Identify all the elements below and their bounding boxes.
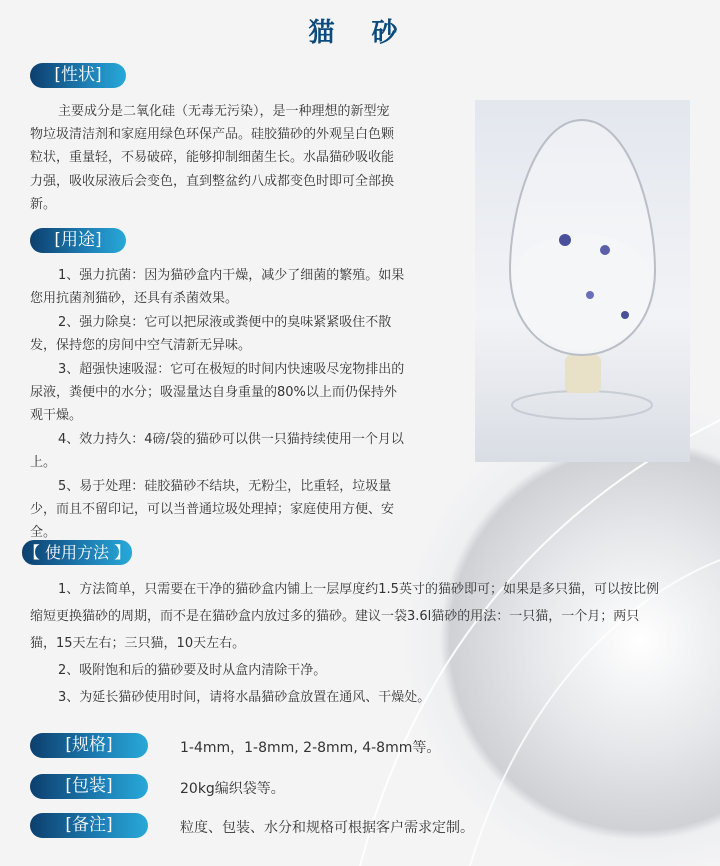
text-line: 4、效力持久：4磅/袋的猫砂可以供一只猫持续使用一个月以: [58, 431, 404, 447]
product-photo: [475, 100, 690, 462]
text-line: 粒状，重量轻，不易破碎，能够抑制细菌生长。水晶猫砂吸收能: [30, 150, 395, 166]
text-line: 主要成分是二氧化硅（无毒无污染），是一种理想的新型宠: [58, 104, 390, 119]
spec-label-packaging: [包装]: [30, 774, 148, 799]
text-line: 1、强力抗菌：因为猫砂盒内干燥，减少了细菌的繁殖。如果: [58, 268, 405, 283]
text-line: 物垃圾清洁剂和家庭用绿色环保产品。硅胶猫砂的外观呈白色颗: [30, 127, 395, 143]
text-line: 尿液，粪便中的水分；吸湿量达自身重量的80%以上而仍保持外: [30, 385, 397, 401]
text-line: 少，而且不留印记，可以当普通垃圾处理掉；家庭使用方便、安: [30, 502, 395, 518]
text-line: 2、强力除臭：它可以把尿液或粪便中的臭味紧紧吸住不散: [58, 314, 392, 330]
text-line: 5、易于处理：硅胶猫砂不结块，无粉尘，比重轻，垃圾量: [58, 478, 392, 494]
text-line: 3、为延长猫砂使用时间，请将水晶猫砂盒放置在通风、干燥处。: [58, 690, 431, 705]
glass-flask-image: [475, 100, 690, 462]
text-line: 1、方法简单，只需要在干净的猫砂盒内铺上一层厚度约1.5英寸的猫砂即可；如果是多只猫，可以按比例: [58, 582, 659, 597]
text-line: 2、吸附饱和后的猫砂要及时从盒内清除干净。: [58, 663, 327, 678]
properties-text: [30, 100, 440, 216]
spec-value-packaging: 20kg编织袋等。: [180, 781, 285, 797]
text-line: 力强，吸收尿液后会变色，直到整盆约八成都变色时即可全部换: [30, 173, 395, 189]
usage-text: [30, 576, 700, 711]
text-line: 3、超强快速吸湿：它可在极短的时间内快速吸尽宠物排出的: [58, 361, 405, 377]
text-line: 全。: [30, 525, 57, 541]
section-label-uses: [用途]: [30, 228, 126, 253]
section-label-usage: 【 使用方法 】: [22, 540, 132, 565]
text-line: 新。: [30, 196, 57, 212]
text-line: 您用抗菌剂猫砂，还具有杀菌效果。: [30, 291, 239, 307]
text-line: 发，保持您的房间中空气清新无异味。: [30, 338, 252, 354]
text-line: 观干燥。: [30, 408, 83, 424]
text-line: 缩短更换猫砂的周期，而不是在猫砂盒内放过多的猫砂。建议一袋3.6l猫砂的用法：一只猫，一个月；两只: [30, 609, 640, 624]
spec-value-size: 1-4mm，1-8mm, 2-8mm, 4-8mm等。: [180, 740, 441, 756]
spec-value-notes: 粒度、包装、水分和规格可根据客户需求定制。: [180, 820, 474, 836]
spec-label-size: [规格]: [30, 733, 148, 758]
text-line: 猫，15天左右；三只猫，10天左右。: [30, 636, 246, 651]
page-title: 猫 砂: [308, 18, 412, 48]
spec-label-notes: [备注]: [30, 813, 148, 838]
section-label-properties: [性状]: [30, 63, 126, 88]
uses-text: [30, 264, 440, 545]
text-line: 上。: [30, 455, 57, 471]
